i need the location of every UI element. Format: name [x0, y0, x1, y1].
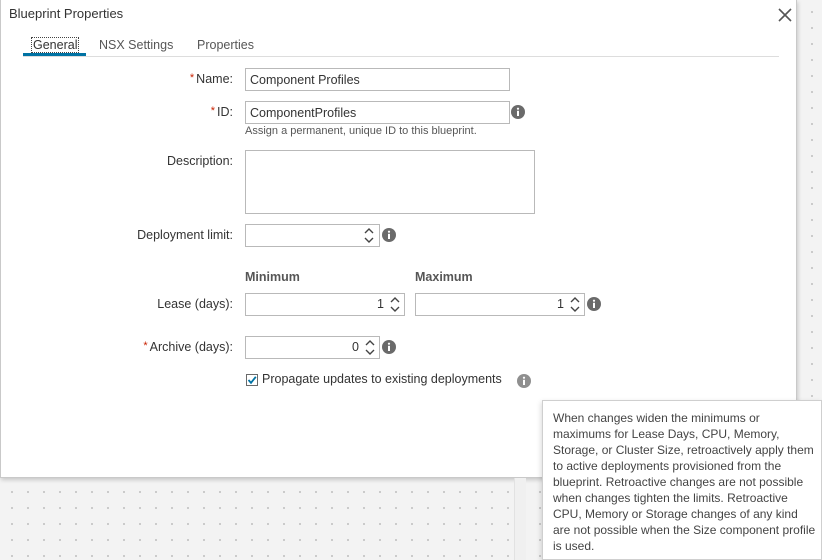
- info-icon[interactable]: [382, 340, 396, 354]
- lease-maximum-input[interactable]: 1: [415, 293, 585, 316]
- tab-bar: [23, 36, 779, 57]
- propagate-checkbox[interactable]: [246, 374, 258, 386]
- lease-minimum-input[interactable]: 1: [245, 293, 405, 316]
- page-scrollbar[interactable]: [514, 478, 526, 560]
- maximum-header: Maximum: [415, 270, 473, 284]
- spinner-icon[interactable]: [569, 295, 581, 314]
- deployment-limit-input[interactable]: [245, 224, 380, 247]
- minimum-header: Minimum: [245, 270, 300, 284]
- archive-label: * Archive (days):: [143, 340, 233, 354]
- id-label: * ID:: [210, 105, 233, 119]
- name-label: * Name:: [189, 72, 233, 86]
- propagate-tooltip: When changes widen the minimums or maximums for Lease Days, CPU, Memory, Storage, or Cluster Size, retroactively apply them to active deployments provisioned from the blueprint. Retroactive changes are not possible when changes tighten the limits. Retroactive CPU, Memory or Storage changes of any kind are not possible when the Size component profile is used.: [542, 400, 822, 560]
- info-icon[interactable]: [517, 374, 531, 388]
- tab-properties[interactable]: Properties: [197, 38, 254, 52]
- active-tab-indicator: [23, 53, 86, 56]
- id-hint: Assign a permanent, unique ID to this blueprint.: [245, 125, 477, 137]
- spinner-icon[interactable]: [389, 295, 401, 314]
- name-input[interactable]: [245, 68, 510, 91]
- info-icon[interactable]: [382, 228, 396, 242]
- checkmark-icon: [247, 375, 257, 385]
- dialog-title: Blueprint Properties: [9, 6, 124, 21]
- description-textarea[interactable]: [245, 150, 535, 214]
- archive-input[interactable]: 0: [245, 336, 380, 359]
- spinner-icon[interactable]: [363, 226, 375, 245]
- deployment-limit-label: Deployment limit:: [137, 228, 233, 242]
- propagate-label: Propagate updates to existing deployments: [262, 372, 502, 386]
- info-icon[interactable]: [587, 297, 601, 311]
- info-icon[interactable]: [511, 105, 525, 119]
- tab-general[interactable]: General: [33, 38, 78, 52]
- lease-label: Lease (days):: [157, 297, 233, 311]
- description-label: Description:: [167, 154, 233, 168]
- close-icon[interactable]: [776, 6, 794, 24]
- spinner-icon[interactable]: [364, 338, 376, 357]
- tab-nsx-settings[interactable]: NSX Settings: [99, 38, 174, 52]
- id-input[interactable]: [245, 101, 510, 124]
